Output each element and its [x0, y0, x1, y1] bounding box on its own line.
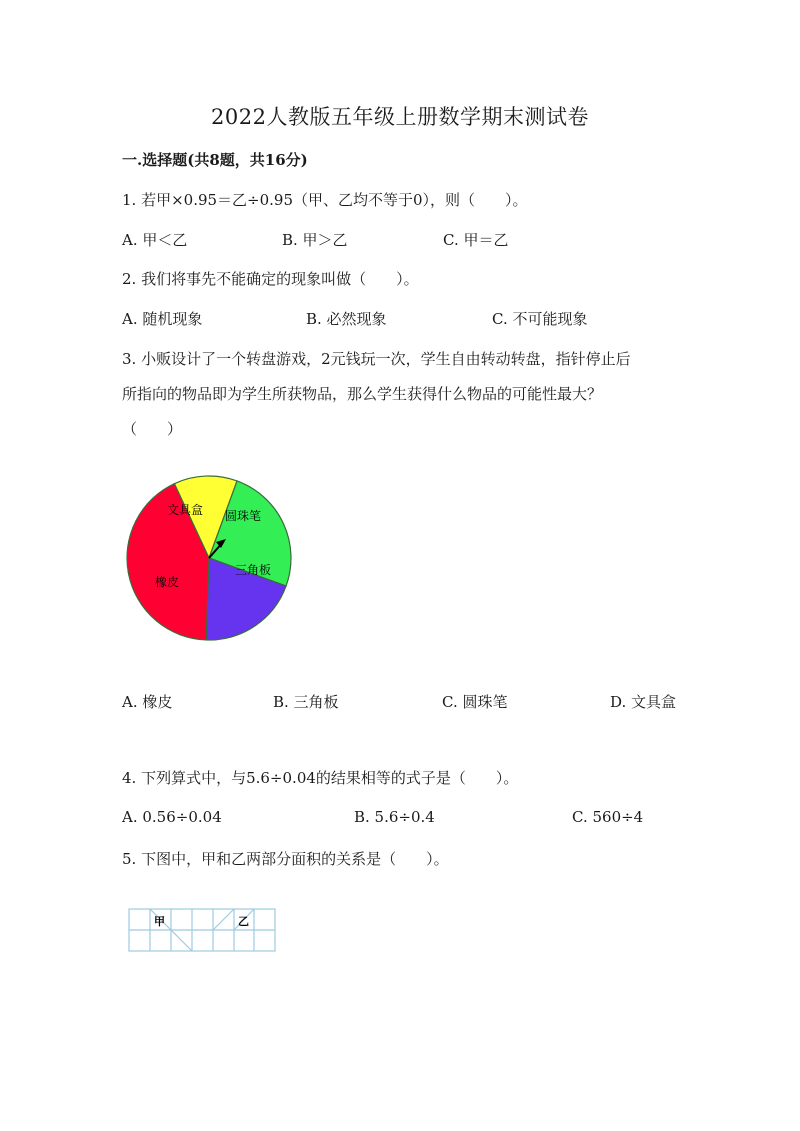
question-3-line-2: 所指向的物品即为学生所获物品，那么学生获得什么物品的可能性最大？ [122, 385, 603, 403]
q4-option-a[interactable]: A. 0.56÷0.04 [122, 808, 222, 826]
question-3-line-3: （ ） [122, 420, 183, 438]
section-heading: 一.选择题(共8题，共16分) [122, 151, 308, 169]
question-4: 4. 下列算式中，与5.6÷0.04的结果相等的式子是（ ）。 [122, 769, 519, 787]
label-yi: 乙 [238, 915, 249, 928]
question-1: 1. 若甲×0.95＝乙÷0.95（甲、乙均不等于0），则（ ）。 [122, 191, 528, 209]
grid-lines [129, 909, 275, 951]
q4-option-b[interactable]: B. 5.6÷0.4 [354, 808, 435, 826]
spinner-label-0: 文具盒 [166, 503, 204, 517]
q1-option-a[interactable]: A. 甲＜乙 [122, 231, 188, 249]
label-jia: 甲 [154, 915, 165, 928]
area-grid-figure [128, 908, 280, 956]
q3-option-c[interactable]: C. 圆珠笔 [442, 693, 508, 711]
q2-option-a[interactable]: A. 随机现象 [122, 310, 203, 328]
q4-option-c[interactable]: C. 560÷4 [572, 808, 644, 826]
question-2: 2. 我们将事先不能确定的现象叫做（ ）。 [122, 270, 419, 288]
spinner-label-1: 圆珠笔 [224, 509, 262, 523]
question-5: 5. 下图中，甲和乙两部分面积的关系是（ ）。 [122, 850, 449, 868]
q1-option-b[interactable]: B. 甲＞乙 [282, 231, 348, 249]
spinner-label-3: 橡皮 [154, 575, 180, 589]
spinner-figure [125, 470, 300, 645]
q3-option-d[interactable]: D. 文具盒 [610, 693, 677, 711]
q3-option-a[interactable]: A. 橡皮 [122, 693, 173, 711]
q1-option-c[interactable]: C. 甲＝乙 [443, 231, 509, 249]
q2-option-c[interactable]: C. 不可能现象 [492, 310, 588, 328]
q3-option-b[interactable]: B. 三角板 [273, 693, 339, 711]
spinner-label-2: 三角板 [234, 563, 272, 577]
q2-option-b[interactable]: B. 必然现象 [306, 310, 387, 328]
question-3-line-1: 3. 小贩设计了一个转盘游戏，2元钱玩一次，学生自由转动转盘，指针停止后 [122, 350, 631, 368]
page-title: 2022人教版五年级上册数学期末测试卷 [211, 105, 589, 129]
